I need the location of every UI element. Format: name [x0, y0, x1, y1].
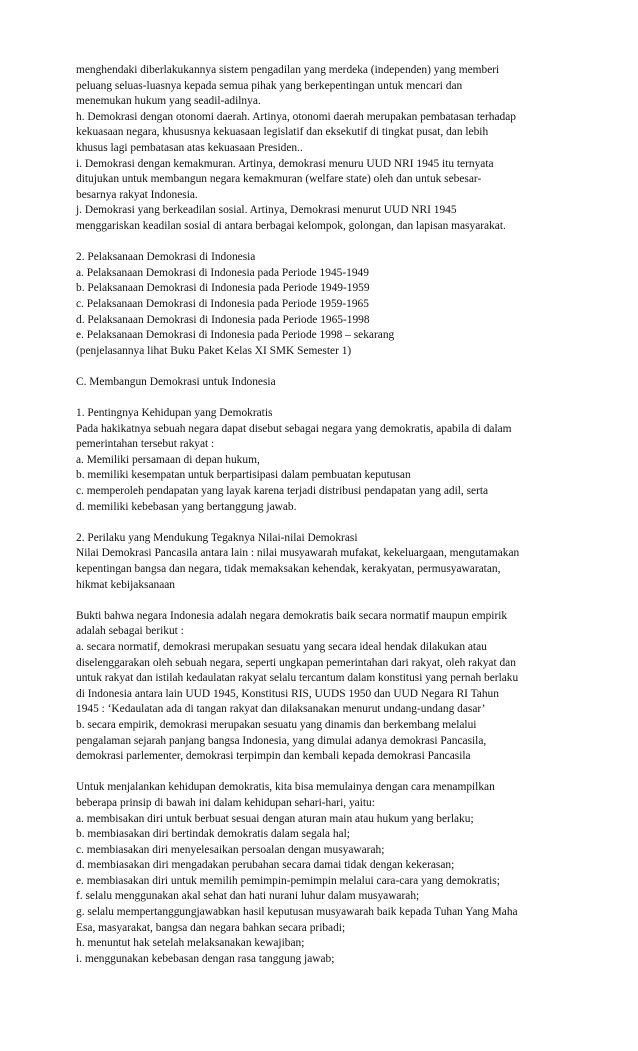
text-line: kepentingan bangsa dan negara, tidak memaksakan kehendak, kerakyatan, permusyawaratan,: [76, 563, 501, 575]
text-line: pengalaman sejarah panjang bangsa Indonesia, yang dimulai adanya demokrasi Pancasila,: [76, 734, 487, 747]
text-line: Nilai Demokrasi Pancasila antara lain : nilai musyawarah mufakat, kekeluargaan, mengutamakan: [76, 547, 520, 560]
section-c-heading-block: [76, 375, 576, 391]
paragraph-gap: [76, 390, 576, 406]
text-line: peluang seluas-luasnya kepada semua pihak yang berkepentingan untuk mencari dan: [76, 79, 463, 92]
text-line: menggariskan keadilan sosial di antara berbagai kelompok, golongan, dan lapisan masyarakat.: [76, 219, 506, 232]
text-line: i. Demokrasi dengan kemakmuran. Artinya, demokrasi menuru UUD NRI 1945 itu ternyata: [76, 157, 494, 170]
section-supporting-behavior: [76, 531, 576, 593]
list-item: b. membiasakan diri bertindak demokratis dalam segala hal;: [76, 828, 350, 841]
paragraph-gap: [76, 593, 576, 609]
list-item: b. secara empirik, demokrasi merupakan sesuatu yang dinamis dan berkembang melalui: [76, 718, 477, 731]
list-item: e. membiasakan diri untuk memilih pemimpin-pemimpin melalui cara-cara yang demokratis;: [76, 874, 500, 887]
list-item: a. secara normatif, demokrasi merupakan sesuatu yang secara ideal hendak dilakukan atau: [76, 640, 487, 653]
text-line: menghendaki diberlakukannya sistem pengadilan yang merdeka (independen) yang memberi: [76, 64, 500, 76]
text-line: ditujukan untuk membangun negara kemakmuran (welfare state) oleh dan untuk sebesar-: [76, 173, 482, 186]
text-line: besarnya rakyat Indonesia.: [76, 188, 198, 201]
list-item: g. selalu mempertanggungjawabkan hasil keputusan musyawarah baik kepada Tuhan Yang Maha: [76, 906, 518, 919]
list-item: i. menggunakan kebebasan dengan rasa tanggung jawab;: [76, 952, 335, 965]
list-item: b. Pelaksanaan Demokrasi di Indonesia pada Periode 1949-1959: [76, 282, 370, 295]
list-item: c. Pelaksanaan Demokrasi di Indonesia pada Periode 1959-1965: [76, 297, 369, 310]
text-line: beberapa prinsip di bawah ini dalam kehidupan sehari-hari, yaitu:: [76, 796, 375, 809]
section-heading: 1. Pentingnya Kehidupan yang Demokratis: [76, 407, 273, 420]
text-line: untuk rakyat dan istilah kedaulatan rakyat selalu tercantum dalam konstitusi yang pernah berlaku: [76, 672, 519, 685]
paragraph-gap: [76, 359, 576, 375]
section-implementation-periods: [76, 250, 576, 359]
reference-note: (penjelasannya lihat Buku Paket Kelas XI SMK Semester 1): [76, 344, 352, 357]
list-item: f. selalu menggunakan akal sehat dan hati nurani luhur dalam musyawarah;: [76, 890, 420, 903]
document-page: [76, 63, 576, 967]
text-line: hikmat kebijaksanaan: [76, 578, 176, 591]
paragraph-evidence: [76, 609, 576, 765]
text-line: di Indonesia antara lain UUD 1945, Konstitusi RIS, UUDS 1950 dan UUD Negara RI Tahun: [76, 687, 499, 700]
list-item: b. memiliki kesempatan untuk berpartisipasi dalam pembuatan keputusan: [76, 469, 411, 482]
text-line: khusus lagi pembatasan atas kekuasaan Presiden..: [76, 141, 303, 154]
list-item: c. membiasakan diri menyelesaikan persoalan dengan musyawarah;: [76, 843, 385, 856]
text-line: Pada hakikatnya sebuah negara dapat disebut sebagai negara yang demokratis, apabila di dalam: [76, 422, 512, 435]
list-item: d. membiasakan diri mengadakan perubahan secara damai tidak dengan kekerasan;: [76, 859, 455, 872]
paragraph-gap: [76, 515, 576, 531]
section-heading: 2. Pelaksanaan Demokrasi di Indonesia: [76, 251, 256, 264]
list-item: h. menuntut hak setelah melaksanakan kewajiban;: [76, 937, 305, 950]
section-importance-democratic-life: [76, 406, 576, 515]
list-item: a. Pelaksanaan Demokrasi di Indonesia pada Periode 1945-1949: [76, 266, 369, 279]
text-line: menemukan hukum yang seadil-adilnya.: [76, 95, 261, 108]
text-line: pemerintahan tersebut rakyat :: [76, 438, 215, 451]
list-item: a. Memiliki persamaan di depan hukum,: [76, 453, 260, 466]
section-heading: 2. Perilaku yang Mendukung Tegaknya Nilai-nilai Demokrasi: [76, 531, 358, 544]
paragraph-gap: [76, 235, 576, 251]
text-line: Untuk menjalankan kehidupan demokratis, kita bisa memulainya dengan cara menampilkan: [76, 781, 495, 794]
text-line: 1945 : ‘Kedaulatan ada di tangan rakyat dan dilaksanakan menurut undang-undang dasar’: [76, 703, 486, 716]
text-line: Esa, masyarakat, bangsa dan negara bahkan secara pribadi;: [76, 921, 346, 934]
list-item: d. memiliki kebebasan yang bertanggung jawab.: [76, 500, 297, 513]
text-line: diselenggarakan oleh sebuah negara, seperti ungkapan pemerintahan dari rakyat, oleh rakyat dan: [76, 656, 516, 669]
text-line: adalah sebagai berikut :: [76, 625, 184, 638]
paragraph-democratic-principles-list: [76, 780, 576, 967]
text-line: Bukti bahwa negara Indonesia adalah negara demokratis baik secara normatif maupun empirik: [76, 609, 508, 622]
text-line: j. Demokrasi yang berkeadilan sosial. Artinya, Demokrasi menurut UUD NRI 1945: [76, 204, 457, 217]
list-item: a. membisakan diri untuk berbuat sesuai dengan aturan main atau hukum yang berlaku;: [76, 812, 474, 825]
list-item: e. Pelaksanaan Demokrasi di Indonesia pada Periode 1998 – sekarang: [76, 329, 395, 342]
list-item: d. Pelaksanaan Demokrasi di Indonesia pada Periode 1965-1998: [76, 313, 370, 326]
text-line: demokrasi parlementer, demokrasi terpimpin dan kembali kepada demokrasi Pancasila: [76, 750, 471, 763]
text-line: kekuasaan negara, khususnya kekuasaan legislatif dan eksekutif di tingkat pusat, dan lebih: [76, 126, 489, 139]
list-item: c. memperoleh pendapatan yang layak karena terjadi distribusi pendapatan yang adil, serta: [76, 485, 489, 498]
section-heading: C. Membangun Demokrasi untuk Indonesia: [76, 375, 276, 388]
paragraph-gap: [76, 765, 576, 781]
text-line: h. Demokrasi dengan otonomi daerah. Artinya, otonomi daerah merupakan pembatasan terhadap: [76, 110, 516, 123]
paragraph-democracy-principles-cont: [76, 63, 576, 235]
